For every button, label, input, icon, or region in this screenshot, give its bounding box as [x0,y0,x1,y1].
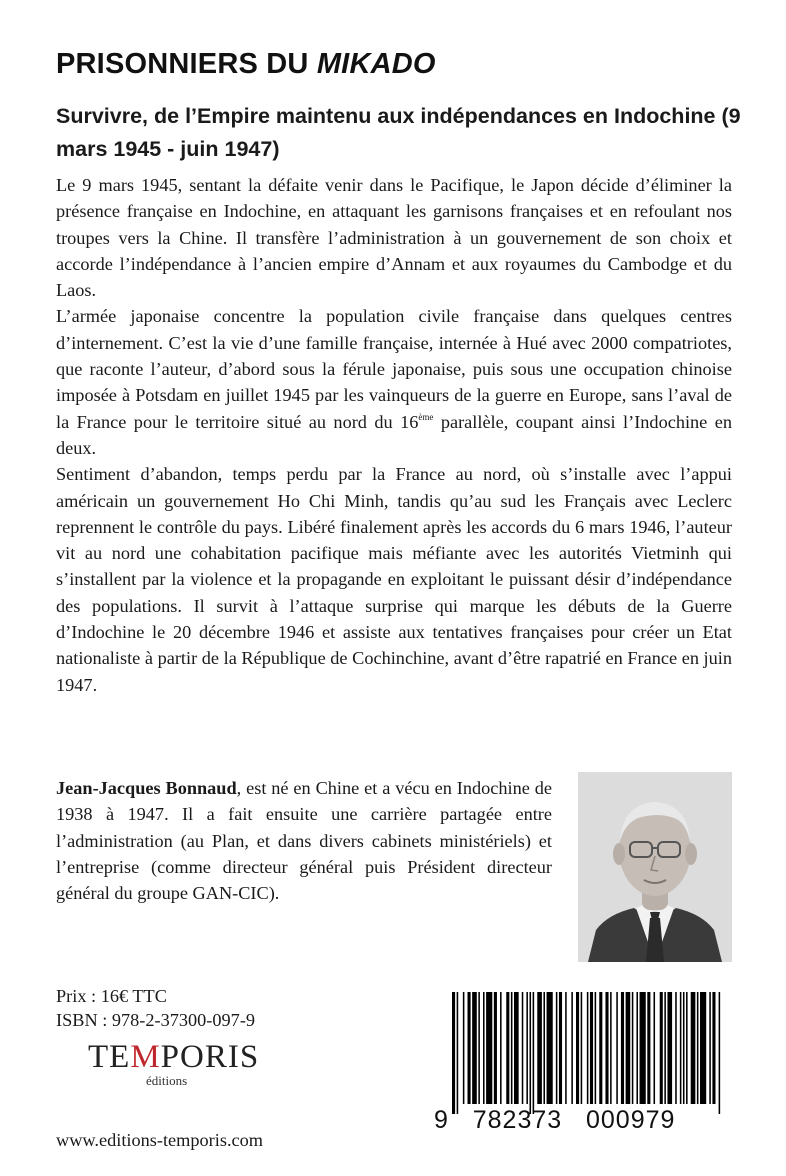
publisher-logo [88,1040,288,1090]
book-subtitle: Survivre, de l’Empire maintenu aux indépendances en Indochine (9 mars 1945 - juin 1947) [56,104,741,161]
author-name: Jean-Jacques Bonnaud [56,778,237,798]
author-bio-text: , est né en Chine et a vécu en Indochine de 1938 à 1947. Il a fait ensuite une carrière partagée entre l’administration (au Plan, et dans divers cabinets ministériels) et l’entreprise (comme directeur général puis Président directeur général du groupe GAN-CIC). [56,778,552,904]
logo-prefix: TE [88,1039,131,1075]
author-photo [578,772,732,962]
ordinal-superscript: ème [418,411,434,422]
paragraph-2-end-text: parallèle, coupant ainsi l’Indochine en deux. [56,411,732,458]
title-main-text: PRISONNIERS DU [56,48,309,80]
publisher-website: www.editions-temporis.com [56,1130,263,1150]
logo-suffix: PORIS [160,1039,260,1075]
paragraph-2-text: L’armée japonaise concentre la population civile française dans quelques centres d’internement. C’est la vie d’une famille française, internée à Hué avec 2000 compatriotes, que raconte l’auteur, d’abord sous la férule japonaise, puis sous une occupation chinoise imposée à Potsdam en juillet 1945 par les vainqueurs de la guerre en Europe, sans l’aval de la France pour le territoire situé au nord du 16 [56,306,732,432]
isbn-barcode [434,990,734,1140]
price: Prix : 16€ TTC [56,986,167,1006]
publisher-logo-wordmark [88,1040,288,1074]
title-italic-text: MIKADO [316,48,436,80]
summary-paragraph-3: Sentiment d’abandon, temps perdu par la France au nord, où s’installe avec l’appui américain un gouvernement Ho Chi Minh, tandis qu’au sud les Français avec Leclerc reprennent le contrôle du pays. Libéré finalement après les accords du 6 mars 1946, l’auteur vit au nord une cohabitation pacifique mais méfiante avec les autorités Vietminh qui s’installent par la violence et la propagande en exploitant le puissant désir d’indépendance des populations. Il survit à l’attaque surprise qui marque les débuts de la Guerre d’Indochine le 20 décembre 1946 et assiste aux tentatives françaises pour créer un Etat nationaliste à partir de la République de Cochinchine, avant d’être rapatrié en France en juin 1947. [56,464,732,695]
summary-paragraph-1: Le 9 mars 1945, sentant la défaite venir dans le Pacifique, le Japon décide d’éliminer la présence française en Indochine, en attaquant les garnisons françaises et en refoulant nos troupes vers la Chine. Il transfère l’administration à un gouvernement de son choix et accorde l’indépendance à l’ancien empire d’Annam et aux royaumes du Cambodge et du Laos. [56,175,732,301]
book-title [56,48,436,81]
barcode-number: 9 782373 000979 [434,1106,676,1134]
summary-paragraph-2 [56,303,732,461]
logo-m: M [130,1039,161,1075]
publisher-logo-subtitle: éditions [146,1073,188,1088]
summary-text [56,172,732,698]
author-bio [56,775,552,906]
isbn: ISBN : 978-2-37300-097-9 [56,1010,256,1030]
